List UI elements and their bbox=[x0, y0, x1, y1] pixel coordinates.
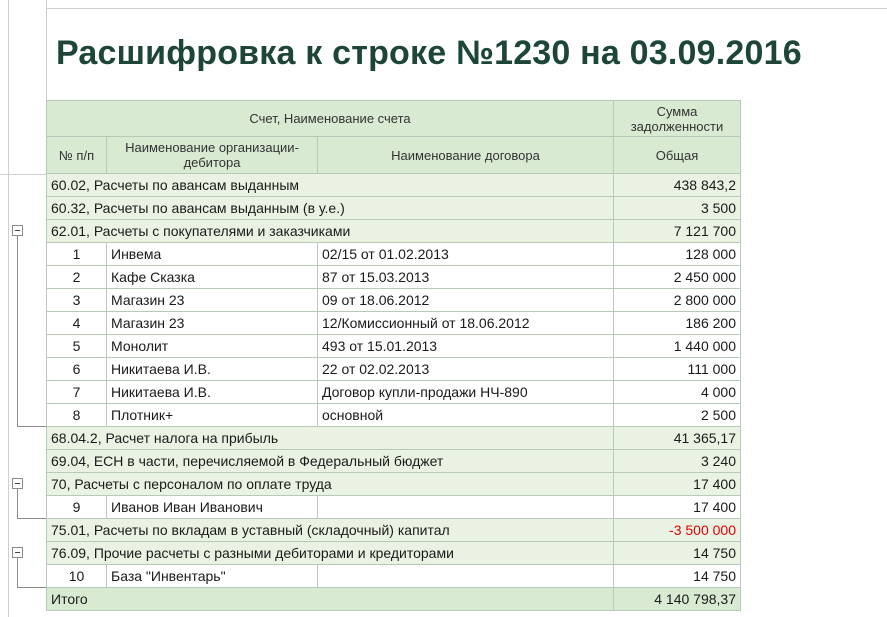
row-number: 3 bbox=[47, 289, 107, 312]
debtor-name: Инвема bbox=[107, 243, 318, 266]
row-number: 5 bbox=[47, 335, 107, 358]
account-amount: 3 500 bbox=[614, 197, 741, 220]
header-total-col: Общая bbox=[614, 137, 741, 174]
debtor-name: Кафе Сказка bbox=[107, 266, 318, 289]
detail-row bbox=[47, 312, 741, 335]
detail-row bbox=[47, 335, 741, 358]
account-label: 70, Расчеты с персоналом по оплате труда bbox=[47, 473, 614, 496]
account-amount: 17 400 bbox=[614, 473, 741, 496]
header-contract: Наименование договора bbox=[318, 137, 614, 174]
contract-name: 87 от 15.03.2013 bbox=[318, 266, 614, 289]
account-group-row bbox=[47, 220, 741, 243]
detail-row bbox=[47, 565, 741, 588]
row-number: 8 bbox=[47, 404, 107, 427]
grid-line-col bbox=[46, 0, 47, 100]
account-label: 60.02, Расчеты по авансам выданным bbox=[47, 174, 614, 197]
detail-row bbox=[47, 404, 741, 427]
detail-row bbox=[47, 358, 741, 381]
account-group-row bbox=[47, 473, 741, 496]
account-group-row bbox=[47, 427, 741, 450]
row-number: 2 bbox=[47, 266, 107, 289]
detail-row bbox=[47, 243, 741, 266]
account-group-row bbox=[47, 542, 741, 565]
contract-name bbox=[318, 496, 614, 519]
total-row bbox=[47, 588, 741, 611]
report-body bbox=[47, 174, 741, 588]
contract-name: 22 от 02.02.2013 bbox=[318, 358, 614, 381]
account-label: 75.01, Расчеты по вкладам в уставный (складочный) капитал bbox=[47, 519, 614, 542]
account-label: 60.32, Расчеты по авансам выданным (в у.е.) bbox=[47, 197, 614, 220]
tree-outline bbox=[0, 0, 46, 617]
debt-amount: 4 000 bbox=[614, 381, 741, 404]
debtor-name: Никитаева И.В. bbox=[107, 381, 318, 404]
debtor-name: База "Инвентарь" bbox=[107, 565, 318, 588]
debt-amount: 17 400 bbox=[614, 496, 741, 519]
debtor-name: Никитаева И.В. bbox=[107, 358, 318, 381]
total-amount: 4 140 798,37 bbox=[614, 588, 741, 611]
account-label: 76.09, Прочие расчеты с разными дебиторами и кредиторами bbox=[47, 542, 614, 565]
tree-branch-line bbox=[17, 518, 46, 519]
row-number: 10 bbox=[47, 565, 107, 588]
contract-name: 493 от 15.01.2013 bbox=[318, 335, 614, 358]
detail-row bbox=[47, 266, 741, 289]
debtor-name: Плотник+ bbox=[107, 404, 318, 427]
contract-name: основной bbox=[318, 404, 614, 427]
contract-name bbox=[318, 565, 614, 588]
account-amount: 14 750 bbox=[614, 542, 741, 565]
row-number: 6 bbox=[47, 358, 107, 381]
row-number: 4 bbox=[47, 312, 107, 335]
debt-amount: 111 000 bbox=[614, 358, 741, 381]
account-group-row bbox=[47, 519, 741, 542]
debt-amount: 2 450 000 bbox=[614, 266, 741, 289]
detail-row bbox=[47, 381, 741, 404]
account-label: 62.01, Расчеты с покупателями и заказчиками bbox=[47, 220, 614, 243]
debtor-name: Иванов Иван Иванович bbox=[107, 496, 318, 519]
debtor-name: Магазин 23 bbox=[107, 312, 318, 335]
account-amount: 438 843,2 bbox=[614, 174, 741, 197]
detail-row bbox=[47, 289, 741, 312]
row-number: 1 bbox=[47, 243, 107, 266]
collapse-icon[interactable] bbox=[12, 478, 23, 489]
tree-branch-line bbox=[17, 587, 46, 588]
account-amount: 7 121 700 bbox=[614, 220, 741, 243]
account-amount: -3 500 000 bbox=[614, 519, 741, 542]
debt-amount: 2 500 bbox=[614, 404, 741, 427]
tree-branch-line bbox=[17, 489, 18, 518]
total-label: Итого bbox=[47, 588, 614, 611]
debt-amount: 2 800 000 bbox=[614, 289, 741, 312]
debt-amount: 128 000 bbox=[614, 243, 741, 266]
debt-amount: 1 440 000 bbox=[614, 335, 741, 358]
debt-amount: 14 750 bbox=[614, 565, 741, 588]
row-number: 9 bbox=[47, 496, 107, 519]
debt-amount: 186 200 bbox=[614, 312, 741, 335]
contract-name: Договор купли-продажи НЧ-890 bbox=[318, 381, 614, 404]
header-debtor: Наименование организации-дебитора bbox=[107, 137, 318, 174]
report-table bbox=[46, 100, 741, 611]
account-amount: 3 240 bbox=[614, 450, 741, 473]
header-account: Счет, Наименование счета bbox=[47, 101, 614, 137]
page-title: Расшифровка к строке №1230 на 03.09.2016 bbox=[56, 34, 802, 72]
grid-line-top bbox=[46, 8, 887, 9]
account-group-row bbox=[47, 450, 741, 473]
tree-branch-line bbox=[17, 426, 46, 427]
contract-name: 09 от 18.06.2012 bbox=[318, 289, 614, 312]
tree-branch-line bbox=[17, 236, 18, 426]
account-label: 68.04.2, Расчет налога на прибыль bbox=[47, 427, 614, 450]
tree-branch-line bbox=[17, 558, 18, 587]
header-row-no: № п/п bbox=[47, 137, 107, 174]
debtor-name: Монолит bbox=[107, 335, 318, 358]
account-amount: 41 365,17 bbox=[614, 427, 741, 450]
collapse-icon[interactable] bbox=[12, 225, 23, 236]
account-group-row bbox=[47, 174, 741, 197]
header-debt-amount: Сумма задолженности bbox=[614, 101, 741, 137]
debtor-name: Магазин 23 bbox=[107, 289, 318, 312]
contract-name: 12/Комиссионный от 18.06.2012 bbox=[318, 312, 614, 335]
account-label: 69.04, ЕСН в части, перечисляемой в Федеральный бюджет bbox=[47, 450, 614, 473]
detail-row bbox=[47, 496, 741, 519]
account-group-row bbox=[47, 197, 741, 220]
collapse-icon[interactable] bbox=[12, 547, 23, 558]
row-number: 7 bbox=[47, 381, 107, 404]
contract-name: 02/15 от 01.02.2013 bbox=[318, 243, 614, 266]
